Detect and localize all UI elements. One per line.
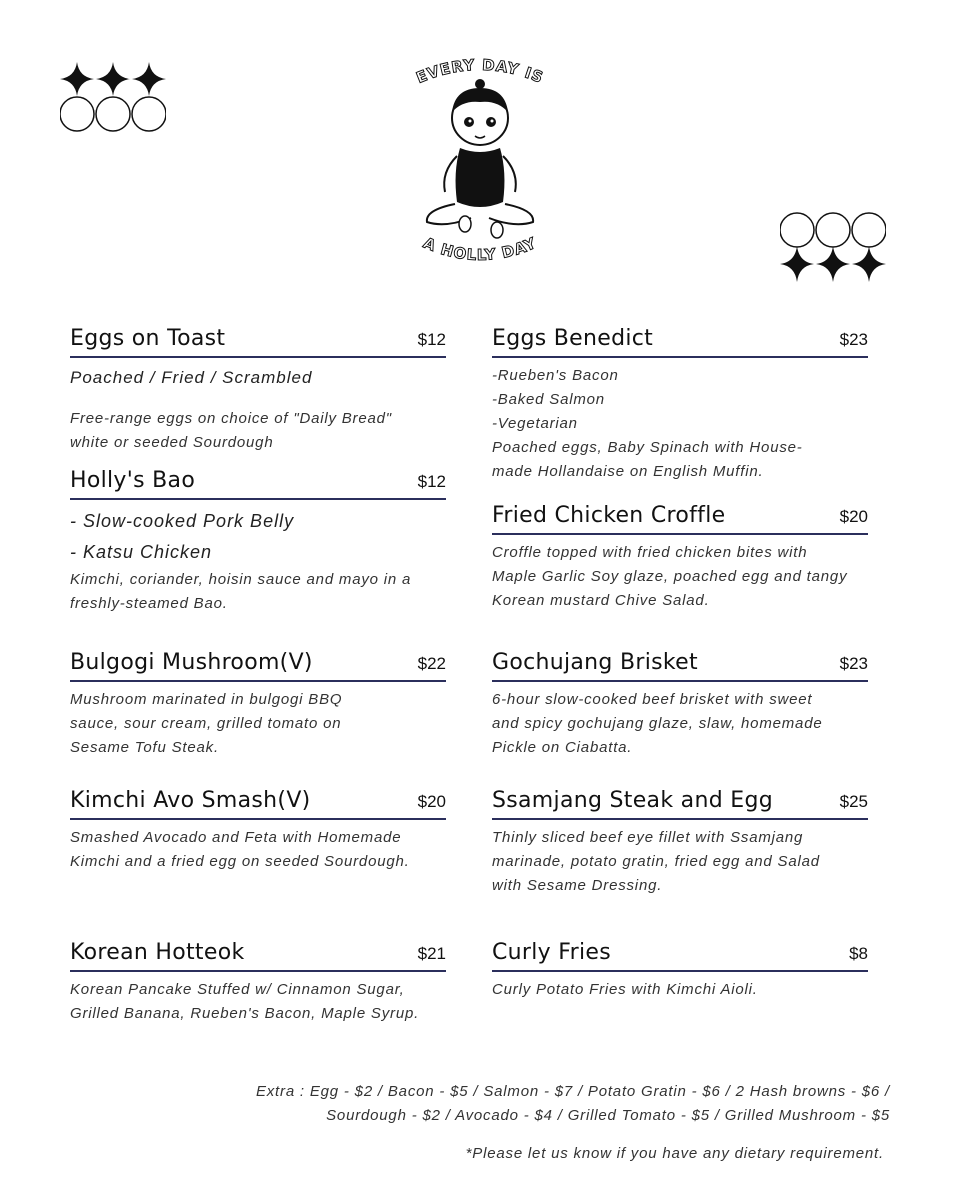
item-price: $20 [417,792,446,811]
item-description: Mushroom marinated in bulgogi BBQ sauce, sour cream, grilled tomato on Sesame Tofu Steak. [70,691,343,756]
item-title: Gochujang Brisket [492,650,698,675]
item-description: Thinly sliced beef eye fillet with Ssamjang marinade, potato gratin, fried egg and Salad with Sesame Dressing. [492,829,820,894]
menu-item-korean-hotteok[interactable] [70,940,446,1026]
item-options: Poached / Fried / Scrambled [70,368,313,387]
menu-item-kimchi-avo-smash[interactable] [70,788,446,874]
svg-text:A HOLLY DAY [421,234,540,264]
menu-item-fried-chicken-croffle[interactable] [492,503,868,613]
item-title: Bulgogi Mushroom(V) [70,650,313,675]
logo-bottom-text: A HOLLY DAY [420,233,540,265]
item-price: $12 [417,330,446,349]
item-price: $21 [417,944,446,963]
item-price: $8 [849,944,868,963]
item-price: $20 [839,507,868,526]
item-description: Free-range eggs on choice of "Daily Bread" white or seeded Sourdough [70,410,392,451]
item-price: $23 [839,330,868,349]
item-price: $23 [839,654,868,673]
item-title: Kimchi Avo Smash(V) [70,788,311,813]
item-title: Eggs Benedict [492,326,654,351]
menu-item-eggs-benedict[interactable] [492,326,868,484]
item-price: $12 [417,472,446,491]
item-title: Ssamjang Steak and Egg [492,788,773,813]
menu-item-curly-fries[interactable] [492,940,868,1002]
item-price: $22 [417,654,446,673]
star-pattern-top-left [60,62,166,134]
item-title: Fried Chicken Croffle [492,503,726,528]
extras-list: Extra : Egg - $2 / Bacon - $5 / Salmon - $7 / Potato Gratin - $6 / 2 Hash browns - $6 / Sourdough - $2 / Avocado - $4 / Grilled Tomato - $5 / Grilled Mushroom - $5 [255,1083,890,1124]
logo-top-text: EVERY DAY IS [413,55,547,87]
menu-item-ssamjang-steak[interactable] [492,788,868,898]
dietary-note: *Please let us know if you have any dietary requirement. [465,1145,884,1162]
item-price: $25 [839,792,868,811]
menu-item-eggs-on-toast[interactable] [70,326,446,455]
item-description: Croffle topped with fried chicken bites with Maple Garlic Soy glaze, poached egg and tangy Korean mustard Chive Salad. [492,544,848,609]
item-title: Eggs on Toast [70,326,226,351]
menu-item-bulgogi-mushroom[interactable] [70,650,446,760]
item-description: Korean Pancake Stuffed w/ Cinnamon Sugar, Grilled Banana, Rueben's Bacon, Maple Syrup. [70,981,420,1022]
item-description: Kimchi, coriander, hoisin sauce and mayo in a freshly-steamed Bao. [70,571,412,612]
item-description: Smashed Avocado and Feta with Homemade Kimchi and a fried egg on seeded Sourdough. [70,829,410,870]
item-option: - Slow-cooked Pork Belly [70,511,295,531]
item-option: - Katsu Chicken [70,542,213,562]
item-title: Holly's Bao [70,468,196,493]
menu-item-hollys-bao[interactable] [70,468,446,616]
item-description: Curly Potato Fries with Kimchi Aioli. [492,981,758,998]
item-title: Curly Fries [492,940,611,965]
item-title: Korean Hotteok [70,940,245,965]
restaurant-logo [405,52,555,274]
item-description: -Rueben's Bacon -Baked Salmon -Vegetarian Poached eggs, Baby Spinach with House- made Hollandaise on English Muffin. [492,367,803,480]
item-description: 6-hour slow-cooked beef brisket with sweet and spicy gochujang glaze, slaw, homemade Pickle on Ciabatta. [492,691,823,756]
menu-item-gochujang-brisket[interactable] [492,650,868,760]
star-pattern-right [780,210,886,282]
